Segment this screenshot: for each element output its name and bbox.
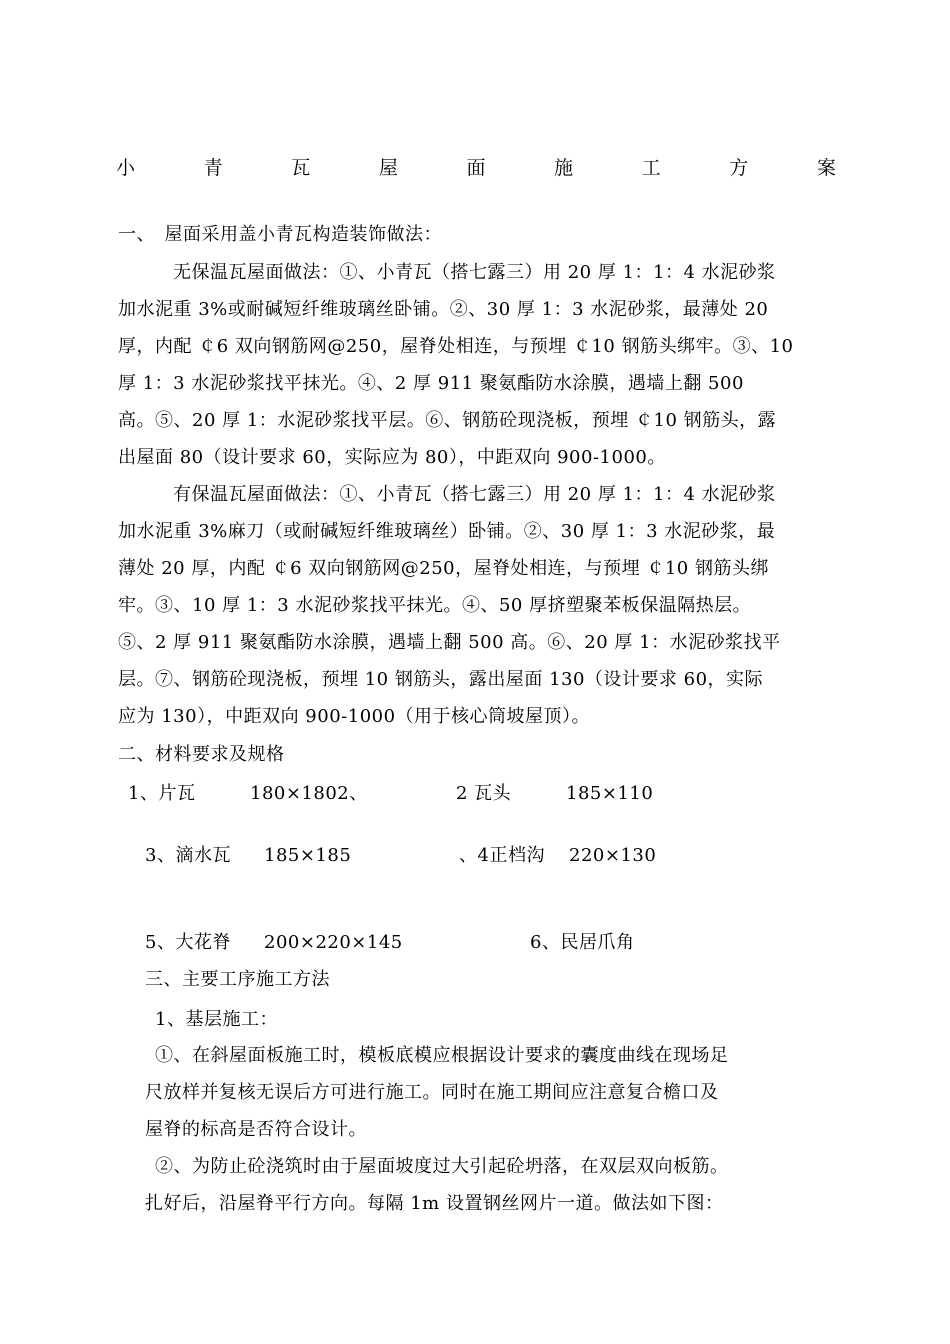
paragraph-line: 无保温瓦屋面做法：①、小青瓦（搭七露三）用 20 厚 1：1：4 水泥砂浆 (173, 262, 776, 283)
title-char: 方 (729, 157, 749, 179)
paragraph-line: 厚 1：3 水泥砂浆找平抹光。④、2 厚 911 聚氨酯防水涂膜，遇墙上翻 500 (118, 373, 744, 394)
title-char: 青 (203, 157, 223, 179)
material-size: 185×110 (566, 783, 654, 804)
paragraph-line: 应为 130），中距双向 900-1000（用于核心筒坡屋顶）。 (118, 706, 591, 727)
paragraph-line: 扎好后，沿屋脊平行方向。每隔 1m 设置钢丝网片一道。做法如下图： (145, 1193, 724, 1214)
material-item: 1、片瓦 (128, 783, 196, 804)
section-heading-3: 三、主要工序施工方法 (145, 969, 330, 990)
material-item: 6、民居爪角 (530, 932, 635, 953)
paragraph-line: 有保温瓦屋面做法：①、小青瓦（搭七露三）用 20 厚 1：1：4 水泥砂浆 (173, 484, 776, 505)
material-item: 3、滴水瓦 (145, 845, 231, 866)
paragraph-line: 高。⑤、20 厚 1：水泥砂浆找平层。⑥、钢筋砼现浇板，预埋 ￠10 钢筋头，露 (118, 410, 777, 431)
paragraph-line: 加水泥重 3%或耐碱短纤维玻璃丝卧铺。②、30 厚 1：3 水泥砂浆，最薄处 20 (118, 299, 769, 320)
title-char: 工 (641, 157, 661, 179)
material-size: 220×130 (569, 845, 657, 866)
material-size: 180×1802、 (250, 783, 368, 804)
section-heading-1: 一、 屋面采用盖小青瓦构造装饰做法： (118, 224, 442, 245)
paragraph-line: 层。⑦、钢筋砼现浇板，预埋 10 钢筋头，露出屋面 130（设计要求 60，实际 (118, 669, 764, 690)
paragraph-line: ②、为防止砼浇筑时由于屋面坡度过大引起砼坍落，在双层双向板筋。 (155, 1156, 729, 1177)
title-char: 施 (554, 157, 574, 179)
paragraph-line: ⑤、2 厚 911 聚氨酯防水涂膜，遇墙上翻 500 高。⑥、20 厚 1：水泥砂浆找平 (118, 632, 781, 653)
material-item: 、4正档沟 (459, 845, 545, 866)
title-char: 面 (466, 157, 486, 179)
paragraph-line: 屋脊的标高是否符合设计。 (145, 1119, 367, 1140)
document-title (116, 153, 836, 180)
material-size: 185×185 (264, 845, 352, 866)
title-char: 屋 (378, 157, 398, 179)
paragraph-line: 牢。③、10 厚 1：3 水泥砂浆找平抹光。④、50 厚挤塑聚苯板保温隔热层。 (118, 595, 752, 616)
paragraph-line: 出屋面 80（设计要求 60，实际应为 80），中距双向 900-1000。 (118, 447, 666, 468)
section-heading-2: 二、材料要求及规格 (118, 744, 285, 765)
material-item: 5、大花脊 (145, 932, 231, 953)
subsection-heading: 1、基层施工： (155, 1009, 278, 1030)
material-size: 200×220×145 (264, 932, 403, 953)
title-char: 案 (816, 157, 836, 179)
paragraph-line: 尺放样并复核无误后方可进行施工。同时在施工期间应注意复合檐口及 (145, 1082, 719, 1103)
paragraph-line: ①、在斜屋面板施工时，模板底模应根据设计要求的囊度曲线在现场足 (155, 1045, 729, 1066)
paragraph-line: 加水泥重 3%麻刀（或耐碱短纤维玻璃丝）卧铺。②、30 厚 1：3 水泥砂浆，最 (118, 521, 776, 542)
material-item: 2 瓦头 (456, 783, 512, 804)
paragraph-line: 厚，内配 ￠6 双向钢筋网@250，屋脊处相连，与预埋 ￠10 钢筋头绑牢。③、10 (118, 336, 794, 357)
title-char: 瓦 (291, 157, 311, 179)
paragraph-line: 薄处 20 厚，内配 ￠6 双向钢筋网@250，屋脊处相连，与预埋 ￠10 钢筋头绑 (118, 558, 769, 579)
title-char: 小 (116, 157, 136, 179)
